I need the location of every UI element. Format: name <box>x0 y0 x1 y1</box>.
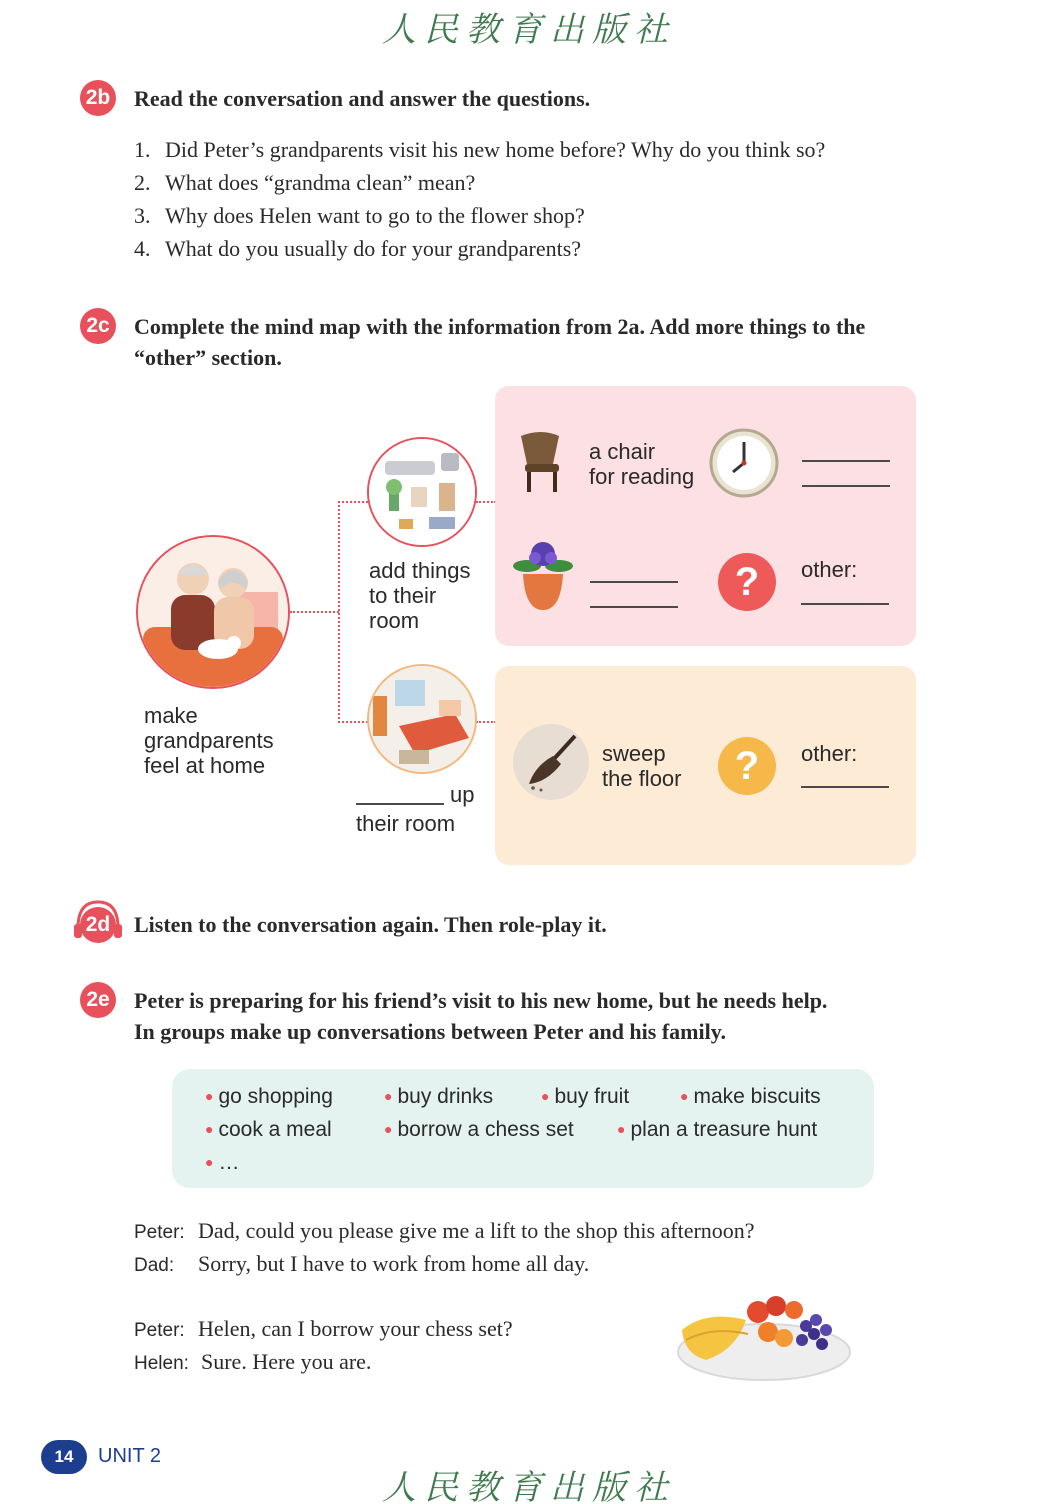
connector-line <box>290 611 339 613</box>
up-label: up <box>450 782 475 807</box>
activity-item: ● make biscuits <box>680 1085 821 1108</box>
activity-item: ● buy drinks <box>384 1085 494 1108</box>
blank-line[interactable] <box>590 606 678 608</box>
chair-icon <box>513 428 569 494</box>
dialogue-line: Helen: Sure. Here you are. <box>134 1345 371 1380</box>
other-label: other: <box>801 557 858 582</box>
add-things-label: add things to their room <box>369 558 471 633</box>
other-label: other: <box>801 741 858 766</box>
fruit-plate-illustration <box>676 1290 852 1384</box>
speaker-label: Peter: <box>134 1320 185 1341</box>
center-label: make grandparents feel at home <box>144 703 274 778</box>
speaker-label: Dad: <box>134 1255 175 1276</box>
flower-pot-icon <box>507 540 579 612</box>
section-2b-title: Read the conversation and answer the questions. <box>134 86 591 111</box>
question-item: 2. What does “grandma clean” mean? <box>134 170 476 195</box>
bedroom-illustration <box>367 664 477 774</box>
unit-label: UNIT 2 <box>98 1445 161 1467</box>
publisher-watermark-bottom: 人民教育出版社 <box>382 1468 676 1504</box>
chair-item-label: a chair for reading <box>589 439 695 489</box>
dialogue-line: Dad: Sorry, but I have to work from home all day. <box>134 1247 589 1282</box>
connector-line <box>476 501 496 503</box>
blank-line[interactable] <box>590 581 678 583</box>
question-mark-icon: ? <box>718 737 776 795</box>
furniture-illustration <box>367 437 477 547</box>
section-2e-title: Peter is preparing for his friend’s visit to his new home, but he needs help. In groups make up conversations between Peter and his family. <box>134 988 828 1044</box>
their-room-label: their room <box>356 811 456 836</box>
broom-icon <box>513 724 589 800</box>
grandparents-illustration <box>136 535 290 689</box>
sweep-floor-label: sweep the floor <box>602 741 682 791</box>
blank-line[interactable] <box>802 460 890 462</box>
question-item: 1. Did Peter’s grandparents visit his new home before? Why do you think so? <box>134 137 826 162</box>
dialogue-line: Peter: Dad, could you please give me a lift to the shop this afternoon? <box>134 1214 755 1249</box>
section-2c-title: Complete the mind map with the information from 2a. Add more things to the “other” section. <box>134 314 866 370</box>
section-2d-badge: 2d <box>80 907 116 943</box>
connector-line <box>338 721 368 723</box>
question-item: 4. What do you usually do for your grandparents? <box>134 236 582 261</box>
clock-icon <box>709 428 779 498</box>
connector-line <box>476 721 496 723</box>
blank-line[interactable] <box>802 485 890 487</box>
publisher-watermark-top: 人民教育出版社 <box>382 10 676 50</box>
activity-item: ● go shopping <box>205 1085 333 1108</box>
bedroom-drawing <box>369 666 475 772</box>
section-2d-title: Listen to the conversation again. Then role-play it. <box>134 912 607 937</box>
page-number-badge: 14 <box>41 1440 87 1474</box>
blank-line[interactable] <box>356 803 444 805</box>
blank-line[interactable] <box>801 603 889 605</box>
activity-item: ● buy fruit <box>541 1085 630 1108</box>
speaker-label: Peter: <box>134 1222 185 1243</box>
section-2c-badge: 2c <box>80 308 116 344</box>
connector-line <box>338 501 368 503</box>
activity-item: ● borrow a chess set <box>384 1118 574 1141</box>
section-2b-badge: 2b <box>80 80 116 116</box>
blank-line[interactable] <box>801 786 889 788</box>
grandparents-drawing <box>138 537 288 687</box>
activity-item: ● cook a meal <box>205 1118 332 1141</box>
question-mark-icon: ? <box>718 553 776 611</box>
question-list <box>134 133 954 265</box>
activity-item: ● … <box>205 1151 240 1174</box>
activity-item: ● plan a treasure hunt <box>617 1118 818 1141</box>
connector-line <box>338 501 340 723</box>
furniture-drawing <box>369 439 475 545</box>
dialogue-line: Peter: Helen, can I borrow your chess set? <box>134 1312 513 1347</box>
question-item: 3. Why does Helen want to go to the flower shop? <box>134 203 585 228</box>
speaker-label: Helen: <box>134 1353 189 1374</box>
section-2e-badge: 2e <box>80 982 116 1018</box>
